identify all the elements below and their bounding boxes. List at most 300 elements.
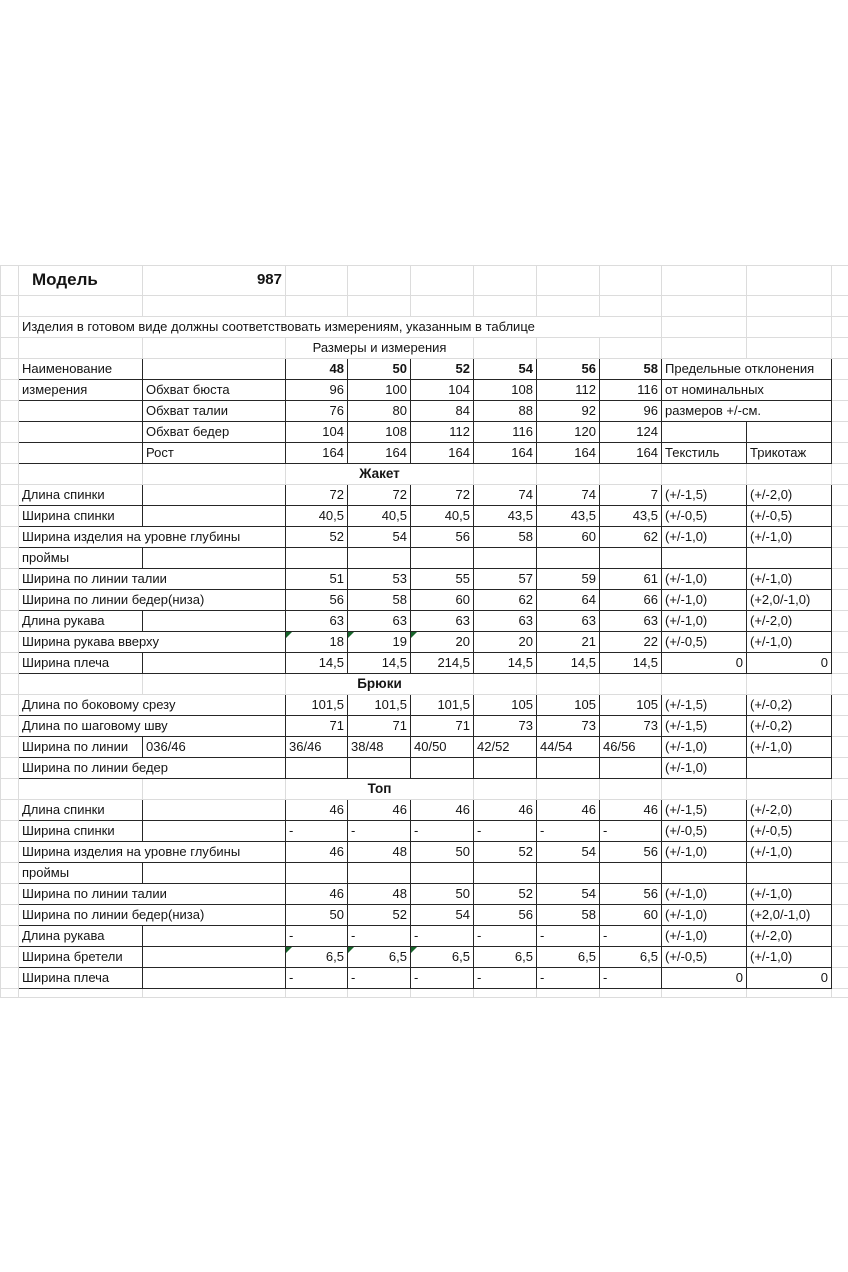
grid-cell bbox=[474, 779, 537, 800]
tolerance-textile-cell: (+/-1,0) bbox=[662, 527, 747, 548]
grid-cell bbox=[1, 758, 19, 779]
size-value-cell: 46/56 bbox=[600, 737, 662, 758]
stored-as-text-flag-icon bbox=[286, 947, 292, 953]
size-value-cell: 72 bbox=[286, 485, 348, 506]
measure-name-cell: Наименование bbox=[19, 359, 143, 380]
row-label2-cell bbox=[143, 821, 286, 842]
row-label2-cell bbox=[143, 485, 286, 506]
size-value-cell: 19 bbox=[348, 632, 411, 653]
grid-cell bbox=[662, 989, 747, 998]
grid-cell bbox=[832, 926, 848, 947]
size-value-cell: 50 bbox=[411, 842, 474, 863]
grid-cell bbox=[832, 422, 848, 443]
size-value-cell: - bbox=[474, 926, 537, 947]
size-value-cell: - bbox=[474, 821, 537, 842]
size-value-cell: 46 bbox=[600, 800, 662, 821]
size-value-cell: 63 bbox=[537, 611, 600, 632]
grid-cell bbox=[474, 989, 537, 998]
tolerance-knit-cell: 0 bbox=[747, 653, 832, 674]
size-value-cell: 46 bbox=[286, 842, 348, 863]
size-value-cell: - bbox=[537, 821, 600, 842]
row-label-cell: Ширина плеча bbox=[19, 968, 143, 989]
grid-cell bbox=[600, 338, 662, 359]
grid-cell bbox=[1, 590, 19, 611]
grid-cell bbox=[747, 317, 832, 338]
row-label-cell: Длина рукава bbox=[19, 926, 143, 947]
size-value-cell bbox=[600, 863, 662, 884]
measurement-value-cell: 92 bbox=[537, 401, 600, 422]
size-value-cell: 71 bbox=[411, 716, 474, 737]
measurement-value-cell: 164 bbox=[474, 443, 537, 464]
size-value-cell: 6,5 bbox=[600, 947, 662, 968]
measurement-value-cell: 164 bbox=[537, 443, 600, 464]
grid-cell bbox=[832, 989, 848, 998]
size-value-cell: 6,5 bbox=[348, 947, 411, 968]
tolerance-textile-cell bbox=[662, 548, 747, 569]
grid-cell bbox=[1, 317, 19, 338]
size-value-cell: 14,5 bbox=[348, 653, 411, 674]
stored-as-text-flag-icon bbox=[348, 947, 354, 953]
size-value-cell: 73 bbox=[537, 716, 600, 737]
size-value-cell: - bbox=[348, 821, 411, 842]
size-value-cell: - bbox=[474, 968, 537, 989]
grid-cell bbox=[832, 317, 848, 338]
grid-cell bbox=[1, 443, 19, 464]
size-value-cell: 101,5 bbox=[286, 695, 348, 716]
measurement-value-cell: 100 bbox=[348, 380, 411, 401]
size-value-cell: 63 bbox=[348, 611, 411, 632]
row-label-cell: Ширина по линии талии bbox=[19, 884, 286, 905]
grid-cell bbox=[1, 296, 19, 317]
grid-cell bbox=[143, 296, 286, 317]
size-value-cell: 61 bbox=[600, 569, 662, 590]
size-value-cell: 18 bbox=[286, 632, 348, 653]
size-value-cell bbox=[411, 758, 474, 779]
tolerance-textile-cell: (+/-0,5) bbox=[662, 947, 747, 968]
grid-cell bbox=[832, 800, 848, 821]
row-label2-cell bbox=[143, 548, 286, 569]
size-value-cell: 50 bbox=[286, 905, 348, 926]
tolerance-knit-cell: (+2,0/-1,0) bbox=[747, 590, 832, 611]
grid-cell bbox=[537, 674, 600, 695]
tolerance-textile-cell: (+/-1,0) bbox=[662, 884, 747, 905]
grid-cell bbox=[1, 569, 19, 590]
size-value-cell bbox=[348, 758, 411, 779]
grid-cell bbox=[1, 485, 19, 506]
size-value-cell: 58 bbox=[474, 527, 537, 548]
measure-name-cell bbox=[19, 401, 143, 422]
grid-cell bbox=[143, 338, 286, 359]
grid-cell bbox=[662, 317, 747, 338]
tolerance-textile-cell: (+/-1,5) bbox=[662, 716, 747, 737]
size-header-cell: 48 bbox=[286, 359, 348, 380]
measurement-label-cell: Обхват бюста bbox=[143, 380, 286, 401]
size-value-cell: 48 bbox=[348, 842, 411, 863]
grid-cell bbox=[832, 569, 848, 590]
size-value-cell: 14,5 bbox=[600, 653, 662, 674]
size-header-cell: 58 bbox=[600, 359, 662, 380]
tolerance-knit-cell: (+/-2,0) bbox=[747, 611, 832, 632]
grid-cell bbox=[600, 779, 662, 800]
measurement-value-cell: 104 bbox=[286, 422, 348, 443]
tolerance-textile-cell: 0 bbox=[662, 968, 747, 989]
grid-cell bbox=[411, 266, 474, 296]
size-value-cell: 20 bbox=[411, 632, 474, 653]
grid-cell bbox=[600, 989, 662, 998]
grid-cell bbox=[832, 359, 848, 380]
grid-cell bbox=[1, 464, 19, 485]
tolerance-textile-cell: (+/-1,5) bbox=[662, 800, 747, 821]
grid-cell bbox=[537, 464, 600, 485]
grid-cell bbox=[662, 779, 747, 800]
stored-as-text-flag-icon bbox=[348, 632, 354, 638]
tolerance-textile-cell: (+/-1,0) bbox=[662, 926, 747, 947]
size-value-cell: 50 bbox=[411, 884, 474, 905]
size-value-cell: 36/46 bbox=[286, 737, 348, 758]
size-value-cell: 105 bbox=[600, 695, 662, 716]
measurement-value-cell: 112 bbox=[537, 380, 600, 401]
grid-cell bbox=[348, 266, 411, 296]
grid-cell bbox=[832, 548, 848, 569]
grid-cell bbox=[1, 674, 19, 695]
size-value-cell: 63 bbox=[286, 611, 348, 632]
row-label-cell: проймы bbox=[19, 863, 143, 884]
size-value-cell: 56 bbox=[474, 905, 537, 926]
tolerance-textile-cell: (+/-1,0) bbox=[662, 590, 747, 611]
grid-cell bbox=[1, 905, 19, 926]
size-value-cell: 51 bbox=[286, 569, 348, 590]
size-value-cell bbox=[286, 758, 348, 779]
grid-cell bbox=[1, 653, 19, 674]
size-value-cell: 72 bbox=[411, 485, 474, 506]
grid-cell bbox=[537, 266, 600, 296]
tolerance-knit-cell: (+/-1,0) bbox=[747, 527, 832, 548]
tolerance-knit-cell: 0 bbox=[747, 968, 832, 989]
measurement-value-cell: 116 bbox=[474, 422, 537, 443]
size-value-cell: 55 bbox=[411, 569, 474, 590]
size-value-cell: 40,5 bbox=[411, 506, 474, 527]
grid-cell bbox=[600, 266, 662, 296]
measurement-value-cell: 108 bbox=[474, 380, 537, 401]
size-value-cell: 43,5 bbox=[600, 506, 662, 527]
grid-cell bbox=[832, 947, 848, 968]
size-value-cell: - bbox=[537, 968, 600, 989]
grid-cell bbox=[1, 926, 19, 947]
tolerance-textile-cell: (+/-1,0) bbox=[662, 842, 747, 863]
size-value-cell: - bbox=[348, 926, 411, 947]
grid-cell bbox=[143, 674, 286, 695]
grid-cell bbox=[832, 632, 848, 653]
size-value-cell: 58 bbox=[348, 590, 411, 611]
row-label-cell: Длина по шаговому шву bbox=[19, 716, 286, 737]
measurement-value-cell: 112 bbox=[411, 422, 474, 443]
grid-cell bbox=[1, 821, 19, 842]
grid-cell bbox=[143, 779, 286, 800]
grid-cell bbox=[474, 464, 537, 485]
grid-cell bbox=[537, 989, 600, 998]
grid-cell bbox=[19, 779, 143, 800]
grid-cell bbox=[662, 464, 747, 485]
tolerance-textile-cell: (+/-1,0) bbox=[662, 905, 747, 926]
measurement-label-cell: Обхват талии bbox=[143, 401, 286, 422]
size-value-cell: 46 bbox=[411, 800, 474, 821]
tolerance-textile-cell: (+/-1,5) bbox=[662, 485, 747, 506]
row-label-cell: Ширина плеча bbox=[19, 653, 143, 674]
row-label2-cell: 036/46 bbox=[143, 737, 286, 758]
size-value-cell: 40,5 bbox=[348, 506, 411, 527]
size-header-cell: 56 bbox=[537, 359, 600, 380]
tolerance-knit-cell: (+/-0,2) bbox=[747, 716, 832, 737]
grid-cell bbox=[411, 296, 474, 317]
grid-cell bbox=[1, 884, 19, 905]
grid-cell bbox=[1, 359, 19, 380]
size-value-cell bbox=[537, 863, 600, 884]
grid-cell bbox=[832, 443, 848, 464]
tolerance-knit-cell: (+/-1,0) bbox=[747, 842, 832, 863]
grid-cell bbox=[832, 401, 848, 422]
size-value-cell: - bbox=[348, 968, 411, 989]
grid-cell bbox=[143, 989, 286, 998]
grid-cell bbox=[832, 863, 848, 884]
size-value-cell: 6,5 bbox=[411, 947, 474, 968]
size-value-cell bbox=[411, 863, 474, 884]
size-value-cell: 101,5 bbox=[411, 695, 474, 716]
grid-cell bbox=[747, 338, 832, 359]
grid-cell bbox=[1, 695, 19, 716]
grid-cell bbox=[832, 779, 848, 800]
size-value-cell: 14,5 bbox=[286, 653, 348, 674]
row-label-cell: Ширина рукава вверху bbox=[19, 632, 286, 653]
model-number-cell: 987 bbox=[143, 266, 286, 296]
size-value-cell: 63 bbox=[474, 611, 537, 632]
grid-cell bbox=[537, 779, 600, 800]
size-value-cell: 48 bbox=[348, 884, 411, 905]
grid-cell bbox=[1, 989, 19, 998]
tolerance-note-cell: размеров +/-см. bbox=[662, 401, 832, 422]
size-value-cell: - bbox=[537, 926, 600, 947]
grid-cell bbox=[832, 611, 848, 632]
grid-cell bbox=[1, 401, 19, 422]
size-value-cell: 20 bbox=[474, 632, 537, 653]
size-value-cell: 14,5 bbox=[474, 653, 537, 674]
size-value-cell: 60 bbox=[600, 905, 662, 926]
grid-cell bbox=[1, 716, 19, 737]
size-value-cell: 62 bbox=[600, 527, 662, 548]
grid-cell bbox=[19, 464, 143, 485]
row-label-cell: Ширина изделия на уровне глубины bbox=[19, 842, 286, 863]
size-value-cell: 72 bbox=[348, 485, 411, 506]
tolerance-knit-cell: (+2,0/-1,0) bbox=[747, 905, 832, 926]
size-value-cell: 46 bbox=[348, 800, 411, 821]
grid-cell bbox=[143, 464, 286, 485]
grid-cell bbox=[747, 296, 832, 317]
grid-cell bbox=[1, 611, 19, 632]
size-value-cell: 6,5 bbox=[286, 947, 348, 968]
grid-cell bbox=[474, 296, 537, 317]
grid-cell bbox=[832, 821, 848, 842]
grid-cell bbox=[1, 968, 19, 989]
size-value-cell: 38/48 bbox=[348, 737, 411, 758]
grid-cell bbox=[747, 989, 832, 998]
size-value-cell bbox=[474, 758, 537, 779]
size-value-cell: 22 bbox=[600, 632, 662, 653]
grid-cell bbox=[474, 674, 537, 695]
grid-cell bbox=[832, 905, 848, 926]
size-value-cell: - bbox=[411, 926, 474, 947]
size-value-cell: 54 bbox=[537, 884, 600, 905]
row-label-cell: Длина рукава bbox=[19, 611, 143, 632]
size-value-cell: 52 bbox=[474, 884, 537, 905]
row-label2-cell bbox=[143, 506, 286, 527]
size-value-cell: 56 bbox=[600, 842, 662, 863]
size-value-cell bbox=[348, 863, 411, 884]
grid-cell bbox=[1, 800, 19, 821]
row-label2-cell bbox=[143, 653, 286, 674]
measurement-value-cell: 96 bbox=[600, 401, 662, 422]
tolerance-note-cell: Предельные отклонения bbox=[662, 359, 832, 380]
measurement-value-cell: 116 bbox=[600, 380, 662, 401]
row-label-cell: Длина спинки bbox=[19, 485, 143, 506]
row-label-cell: Ширина по линии талии bbox=[19, 569, 286, 590]
tolerance-empty-cell bbox=[662, 422, 747, 443]
measurement-label-cell: Обхват бедер bbox=[143, 422, 286, 443]
size-chart-table bbox=[0, 265, 848, 998]
size-value-cell: 46 bbox=[474, 800, 537, 821]
size-value-cell: 57 bbox=[474, 569, 537, 590]
tolerance-knit-cell: (+/-1,0) bbox=[747, 947, 832, 968]
grid-cell bbox=[474, 266, 537, 296]
measurement-value-cell: 76 bbox=[286, 401, 348, 422]
grid-cell bbox=[832, 842, 848, 863]
grid-cell bbox=[537, 296, 600, 317]
size-value-cell: 63 bbox=[411, 611, 474, 632]
section-title-cell: Брюки bbox=[286, 674, 474, 695]
tolerance-knit-cell: (+/-1,0) bbox=[747, 737, 832, 758]
model-label-cell: Модель bbox=[19, 266, 143, 296]
size-value-cell: 54 bbox=[411, 905, 474, 926]
size-value-cell: 21 bbox=[537, 632, 600, 653]
row-label-cell: Ширина по линии бедер bbox=[19, 758, 286, 779]
measurement-value-cell: 164 bbox=[286, 443, 348, 464]
grid-cell bbox=[1, 338, 19, 359]
row-label2-cell bbox=[143, 800, 286, 821]
size-value-cell bbox=[348, 548, 411, 569]
row-label-cell: Ширина по линии bbox=[19, 737, 143, 758]
size-value-cell: - bbox=[286, 821, 348, 842]
tolerance-knit-cell: (+/-2,0) bbox=[747, 800, 832, 821]
size-value-cell: 62 bbox=[474, 590, 537, 611]
size-value-cell: 73 bbox=[600, 716, 662, 737]
size-value-cell: - bbox=[600, 926, 662, 947]
size-value-cell: 54 bbox=[348, 527, 411, 548]
size-value-cell: 43,5 bbox=[474, 506, 537, 527]
row-label2-cell bbox=[143, 926, 286, 947]
size-value-cell: 56 bbox=[286, 590, 348, 611]
grid-cell bbox=[600, 674, 662, 695]
grid-cell bbox=[832, 485, 848, 506]
size-value-cell: 101,5 bbox=[348, 695, 411, 716]
measurement-value-cell: 164 bbox=[600, 443, 662, 464]
size-value-cell: 6,5 bbox=[474, 947, 537, 968]
grid-cell bbox=[600, 464, 662, 485]
size-value-cell: 6,5 bbox=[537, 947, 600, 968]
tolerance-knit-cell: (+/-1,0) bbox=[747, 632, 832, 653]
tolerance-knit-cell bbox=[747, 548, 832, 569]
measurement-label-cell: Рост bbox=[143, 443, 286, 464]
size-value-cell: 58 bbox=[537, 905, 600, 926]
grid-cell bbox=[832, 968, 848, 989]
grid-cell bbox=[832, 506, 848, 527]
tolerance-empty-cell bbox=[747, 422, 832, 443]
sizes-caption-cell: Размеры и измерения bbox=[286, 338, 474, 359]
size-value-cell: 60 bbox=[537, 527, 600, 548]
measurement-value-cell: 96 bbox=[286, 380, 348, 401]
grid-cell bbox=[1, 737, 19, 758]
grid-cell bbox=[832, 464, 848, 485]
grid-cell bbox=[832, 527, 848, 548]
measurement-value-cell: 80 bbox=[348, 401, 411, 422]
grid-cell bbox=[1, 947, 19, 968]
measurement-value-cell: 88 bbox=[474, 401, 537, 422]
size-value-cell: 105 bbox=[537, 695, 600, 716]
measurement-value-cell: 108 bbox=[348, 422, 411, 443]
grid-cell bbox=[832, 380, 848, 401]
tolerance-knit-cell bbox=[747, 758, 832, 779]
size-header-cell: 50 bbox=[348, 359, 411, 380]
section-title-cell: Топ bbox=[286, 779, 474, 800]
tolerance-knit-cell: (+/-2,0) bbox=[747, 926, 832, 947]
size-value-cell: - bbox=[600, 821, 662, 842]
grid-cell bbox=[1, 842, 19, 863]
grid-cell bbox=[286, 266, 348, 296]
measurement-value-cell: 124 bbox=[600, 422, 662, 443]
row-label-cell: Ширина спинки bbox=[19, 821, 143, 842]
size-value-cell: 40,5 bbox=[286, 506, 348, 527]
grid-cell bbox=[832, 590, 848, 611]
size-value-cell: 52 bbox=[474, 842, 537, 863]
grid-cell bbox=[286, 989, 348, 998]
size-value-cell bbox=[537, 548, 600, 569]
grid-cell bbox=[1, 779, 19, 800]
measurement-value-cell: 84 bbox=[411, 401, 474, 422]
grid-cell bbox=[747, 674, 832, 695]
row-label-cell: Ширина спинки bbox=[19, 506, 143, 527]
grid-cell bbox=[747, 779, 832, 800]
tolerance-knit-cell bbox=[747, 863, 832, 884]
size-value-cell: 52 bbox=[286, 527, 348, 548]
size-value-cell: 214,5 bbox=[411, 653, 474, 674]
row-label-cell: Ширина бретели bbox=[19, 947, 143, 968]
grid-cell bbox=[747, 464, 832, 485]
stored-as-text-flag-icon bbox=[411, 632, 417, 638]
measurement-value-cell: 164 bbox=[348, 443, 411, 464]
tolerance-knit-cell: (+/-0,2) bbox=[747, 695, 832, 716]
measurement-value-cell: 104 bbox=[411, 380, 474, 401]
measurement-value-cell: 120 bbox=[537, 422, 600, 443]
grid-cell bbox=[662, 674, 747, 695]
size-value-cell bbox=[474, 548, 537, 569]
tolerance-textile-cell: (+/-1,0) bbox=[662, 737, 747, 758]
size-value-cell: 46 bbox=[537, 800, 600, 821]
grid-cell bbox=[662, 338, 747, 359]
tolerance-note-cell: от номинальных bbox=[662, 380, 832, 401]
grid-cell bbox=[832, 737, 848, 758]
grid-cell bbox=[662, 296, 747, 317]
sheet-body bbox=[1, 266, 848, 998]
size-value-cell: 14,5 bbox=[537, 653, 600, 674]
measure-name-cell bbox=[19, 422, 143, 443]
grid-cell bbox=[832, 716, 848, 737]
